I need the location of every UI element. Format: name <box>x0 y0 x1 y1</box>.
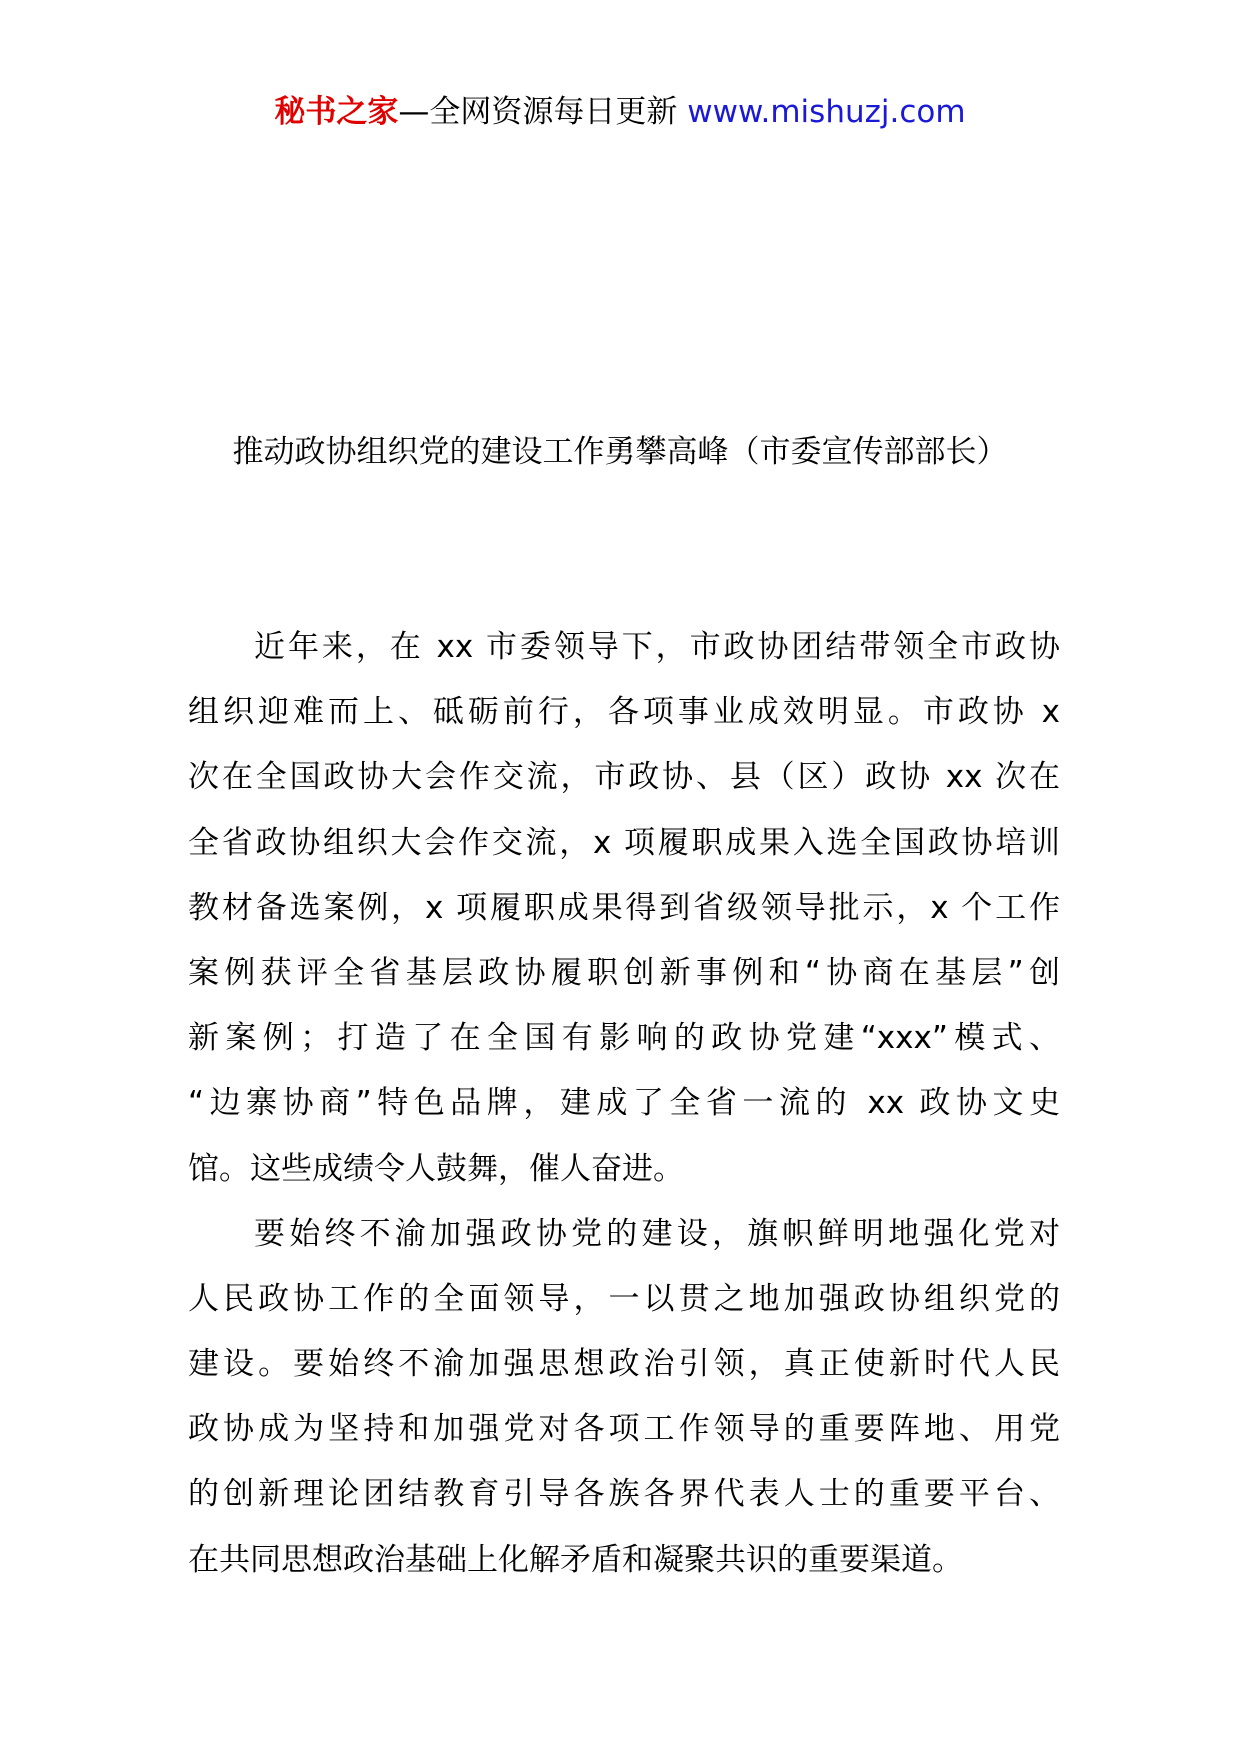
site-url-link[interactable]: www.mishuzj.com <box>687 94 966 130</box>
text-line: 近年来，在 xx 市委领导下，市政协团结带领全市政协 <box>254 629 1060 665</box>
site-header <box>0 92 1240 132</box>
paragraph-1 <box>188 615 1060 1202</box>
paragraph-2 <box>188 1202 1060 1593</box>
text-line: 政协成为坚持和加强党对各项工作领导的重要阵地、用党 <box>188 1411 1060 1448</box>
text-line: 建设。要始终不渝加强思想政治引领，真正使新时代人民 <box>188 1346 1060 1383</box>
text-line: 教材备选案例，x 项履职成果得到省级领导批示，x 个工作 <box>188 889 1060 926</box>
text-line: 全省政协组织大会作交流，x 项履职成果入选全国政协培训 <box>188 824 1060 861</box>
text-line: 次在全国政协大会作交流，市政协、县（区）政协 xx 次在 <box>188 759 1060 796</box>
text-line: 组织迎难而上、砥砺前行，各项事业成效明显。市政协 x <box>188 694 1060 731</box>
text-line: 的创新理论团结教育引导各族各界代表人士的重要平台、 <box>188 1476 1060 1513</box>
document-body <box>188 615 1060 1593</box>
text-line: 人民政协工作的全面领导，一以贯之地加强政协组织党的 <box>188 1280 1060 1317</box>
text-line: “边寨协商”特色品牌，建成了全省一流的 xx 政协文史 <box>188 1085 1060 1122</box>
site-slogan: —全网资源每日更新 <box>398 94 678 130</box>
text-line: 新案例；打造了在全国有影响的政协党建“xxx”模式、 <box>188 1020 1060 1057</box>
text-line: 案例获评全省基层政协履职创新事例和“协商在基层”创 <box>188 954 1060 991</box>
text-line: 在共同思想政治基础上化解矛盾和凝聚共识的重要渠道。 <box>188 1541 963 1578</box>
brand-name: 秘书之家 <box>274 94 399 130</box>
text-line: 馆。这些成绩令人鼓舞，催人奋进。 <box>188 1150 684 1187</box>
text-line: 要始终不渝加强政协党的建设，旗帜鲜明地强化党对 <box>254 1215 1060 1252</box>
document-title: 推动政协组织党的建设工作勇攀高峰（市委宣传部部长） <box>232 434 1008 470</box>
